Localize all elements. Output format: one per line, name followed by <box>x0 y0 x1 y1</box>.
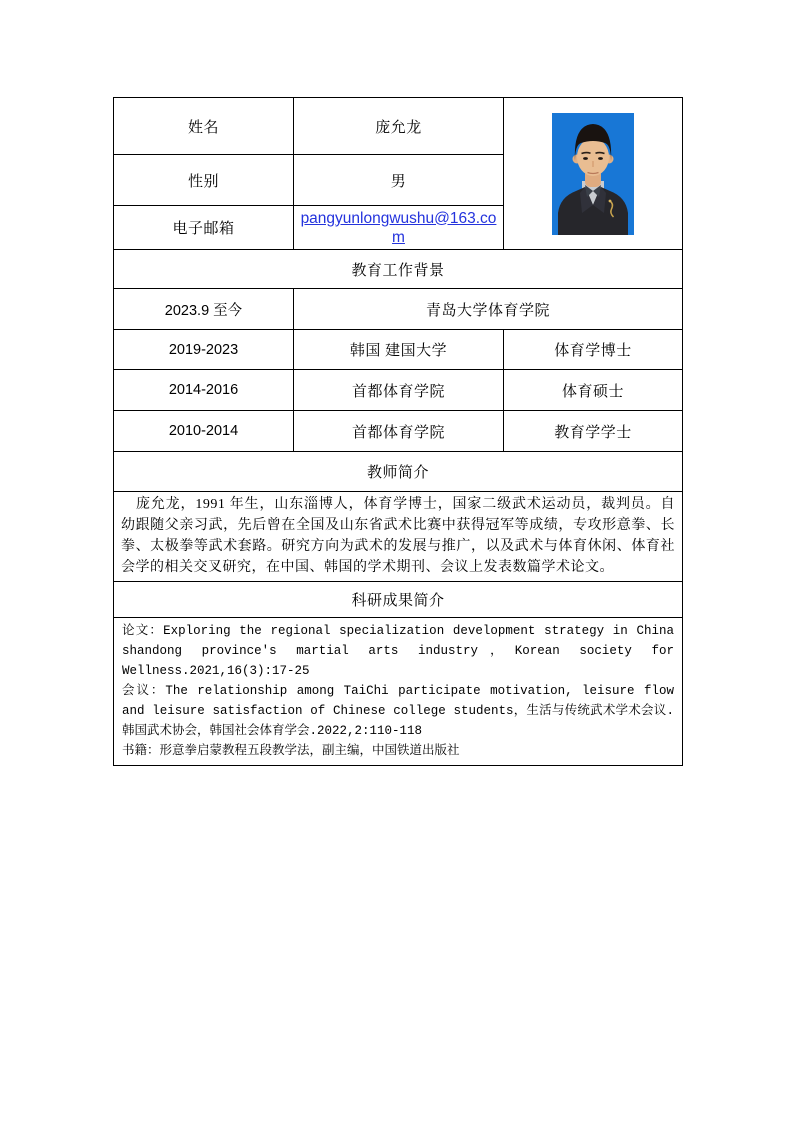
intro-text: 庞允龙，1991 年生，山东淄博人，体育学博士，国家二级武术运动员，裁判员。自幼跟随父亲习武，先后曾在全国及山东省武术比赛中获得冠军等成绩，专攻形意拳、长拳、太极拳等武术套路。研究方向为武术的发展与推广，以及武术与体育休闲、体育社会学的相关交叉研究，在中国、韩国的学术期刊、会议上发表数篇学术论文。 <box>121 497 675 575</box>
email-cell <box>294 206 504 250</box>
intro-cell <box>114 492 683 582</box>
research-item-book: 书籍：形意拳启蒙教程五段教学法，副主编，中国铁道出版社 <box>122 744 460 758</box>
education-section-header: 教育工作背景 <box>114 250 683 289</box>
table-row <box>114 330 683 370</box>
research-item-conference: 会议：The relationship among TaiChi participate motivation, leisure flow and leisure satisfaction of Chinese college students，生活与传统武术学术会议. 韩国武术协会，韩国社会体育学会.2022,2:110-118 <box>122 684 674 738</box>
gender-label: 性别 <box>114 155 294 206</box>
table-row <box>114 411 683 452</box>
research-item-paper: 论文：Exploring the regional specialization development strategy in China shandong province's martial arts industry，Korean society for Wellness.2021,16(3):17-25 <box>122 624 674 678</box>
education-period-1: 2019-2023 <box>114 330 294 370</box>
email-link[interactable]: pangyunlongwushu@163.com <box>300 209 497 246</box>
id-photo <box>552 113 634 235</box>
education-institution-1: 韩国 建国大学 <box>294 330 504 370</box>
table-row <box>114 452 683 492</box>
education-period-3: 2010-2014 <box>114 411 294 452</box>
education-institution-0: 青岛大学体育学院 <box>294 289 683 330</box>
education-period-2: 2014-2016 <box>114 370 294 411</box>
intro-section-header: 教师简介 <box>114 452 683 492</box>
education-period-0: 2023.9 至今 <box>114 289 294 330</box>
research-cell <box>114 618 683 766</box>
table-row <box>114 492 683 582</box>
education-degree-3: 教育学学士 <box>504 411 683 452</box>
table-row <box>114 582 683 618</box>
table-row <box>114 370 683 411</box>
education-degree-1: 体育学博士 <box>504 330 683 370</box>
table-row <box>114 250 683 289</box>
education-institution-3: 首都体育学院 <box>294 411 504 452</box>
name-value: 庞允龙 <box>294 98 504 155</box>
table-row <box>114 618 683 766</box>
education-degree-2: 体育硕士 <box>504 370 683 411</box>
education-institution-2: 首都体育学院 <box>294 370 504 411</box>
photo-cell <box>504 98 683 250</box>
email-label: 电子邮箱 <box>114 206 294 250</box>
table-row <box>114 98 683 155</box>
gender-value: 男 <box>294 155 504 206</box>
research-section-header: 科研成果简介 <box>114 582 683 618</box>
name-label: 姓名 <box>114 98 294 155</box>
profile-table <box>113 97 683 766</box>
table-row <box>114 289 683 330</box>
